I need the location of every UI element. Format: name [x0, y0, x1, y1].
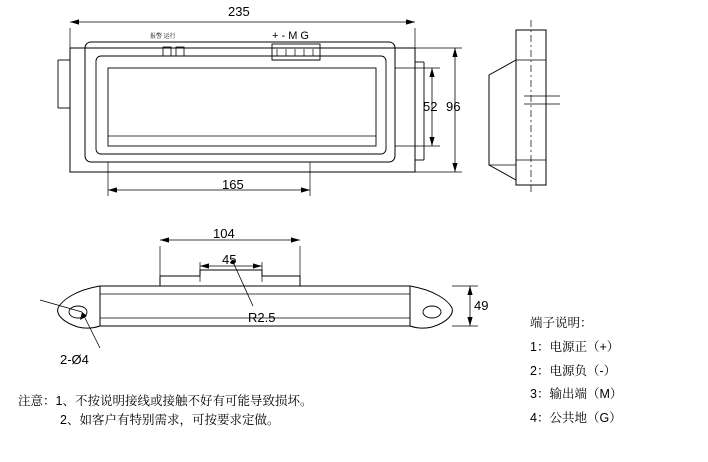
terminal-item-1: 1：电源正（+） [530, 339, 620, 354]
dimension-right-height-inner: 52 [423, 99, 438, 114]
panel-indicator-label: 报警 运行 [150, 34, 176, 40]
notes-block [18, 392, 312, 431]
dimension-front-width-inner: 45 [222, 252, 237, 267]
dimension-front-height: 49 [474, 298, 489, 313]
connector-pin-label: + - M G [272, 30, 309, 42]
terminal-item-4: 4：公共地（G） [530, 411, 622, 425]
dimension-hole-note: 2-Ø4 [60, 352, 89, 367]
dimension-top-inner-width: 165 [222, 177, 244, 192]
terminal-description-block [530, 312, 622, 431]
dimension-right-height-outer: 96 [446, 99, 461, 114]
notes-line-1: 1、不按说明接线或接触不好有可能导致损坏。 [55, 394, 313, 408]
notes-label: 注意： [18, 394, 56, 408]
terminal-heading: 端子说明： [530, 316, 593, 330]
terminal-item-2: 2：电源负（-） [530, 363, 617, 378]
dimension-front-width-outer: 104 [213, 226, 235, 241]
terminal-item-3: 3：输出端（M） [530, 387, 623, 402]
notes-line-2: 2、如客户有特别需求，可按要求定做。 [60, 413, 280, 428]
dimension-radius-note: R2.5 [248, 310, 276, 325]
dimension-top-overall-width: 235 [228, 4, 250, 19]
